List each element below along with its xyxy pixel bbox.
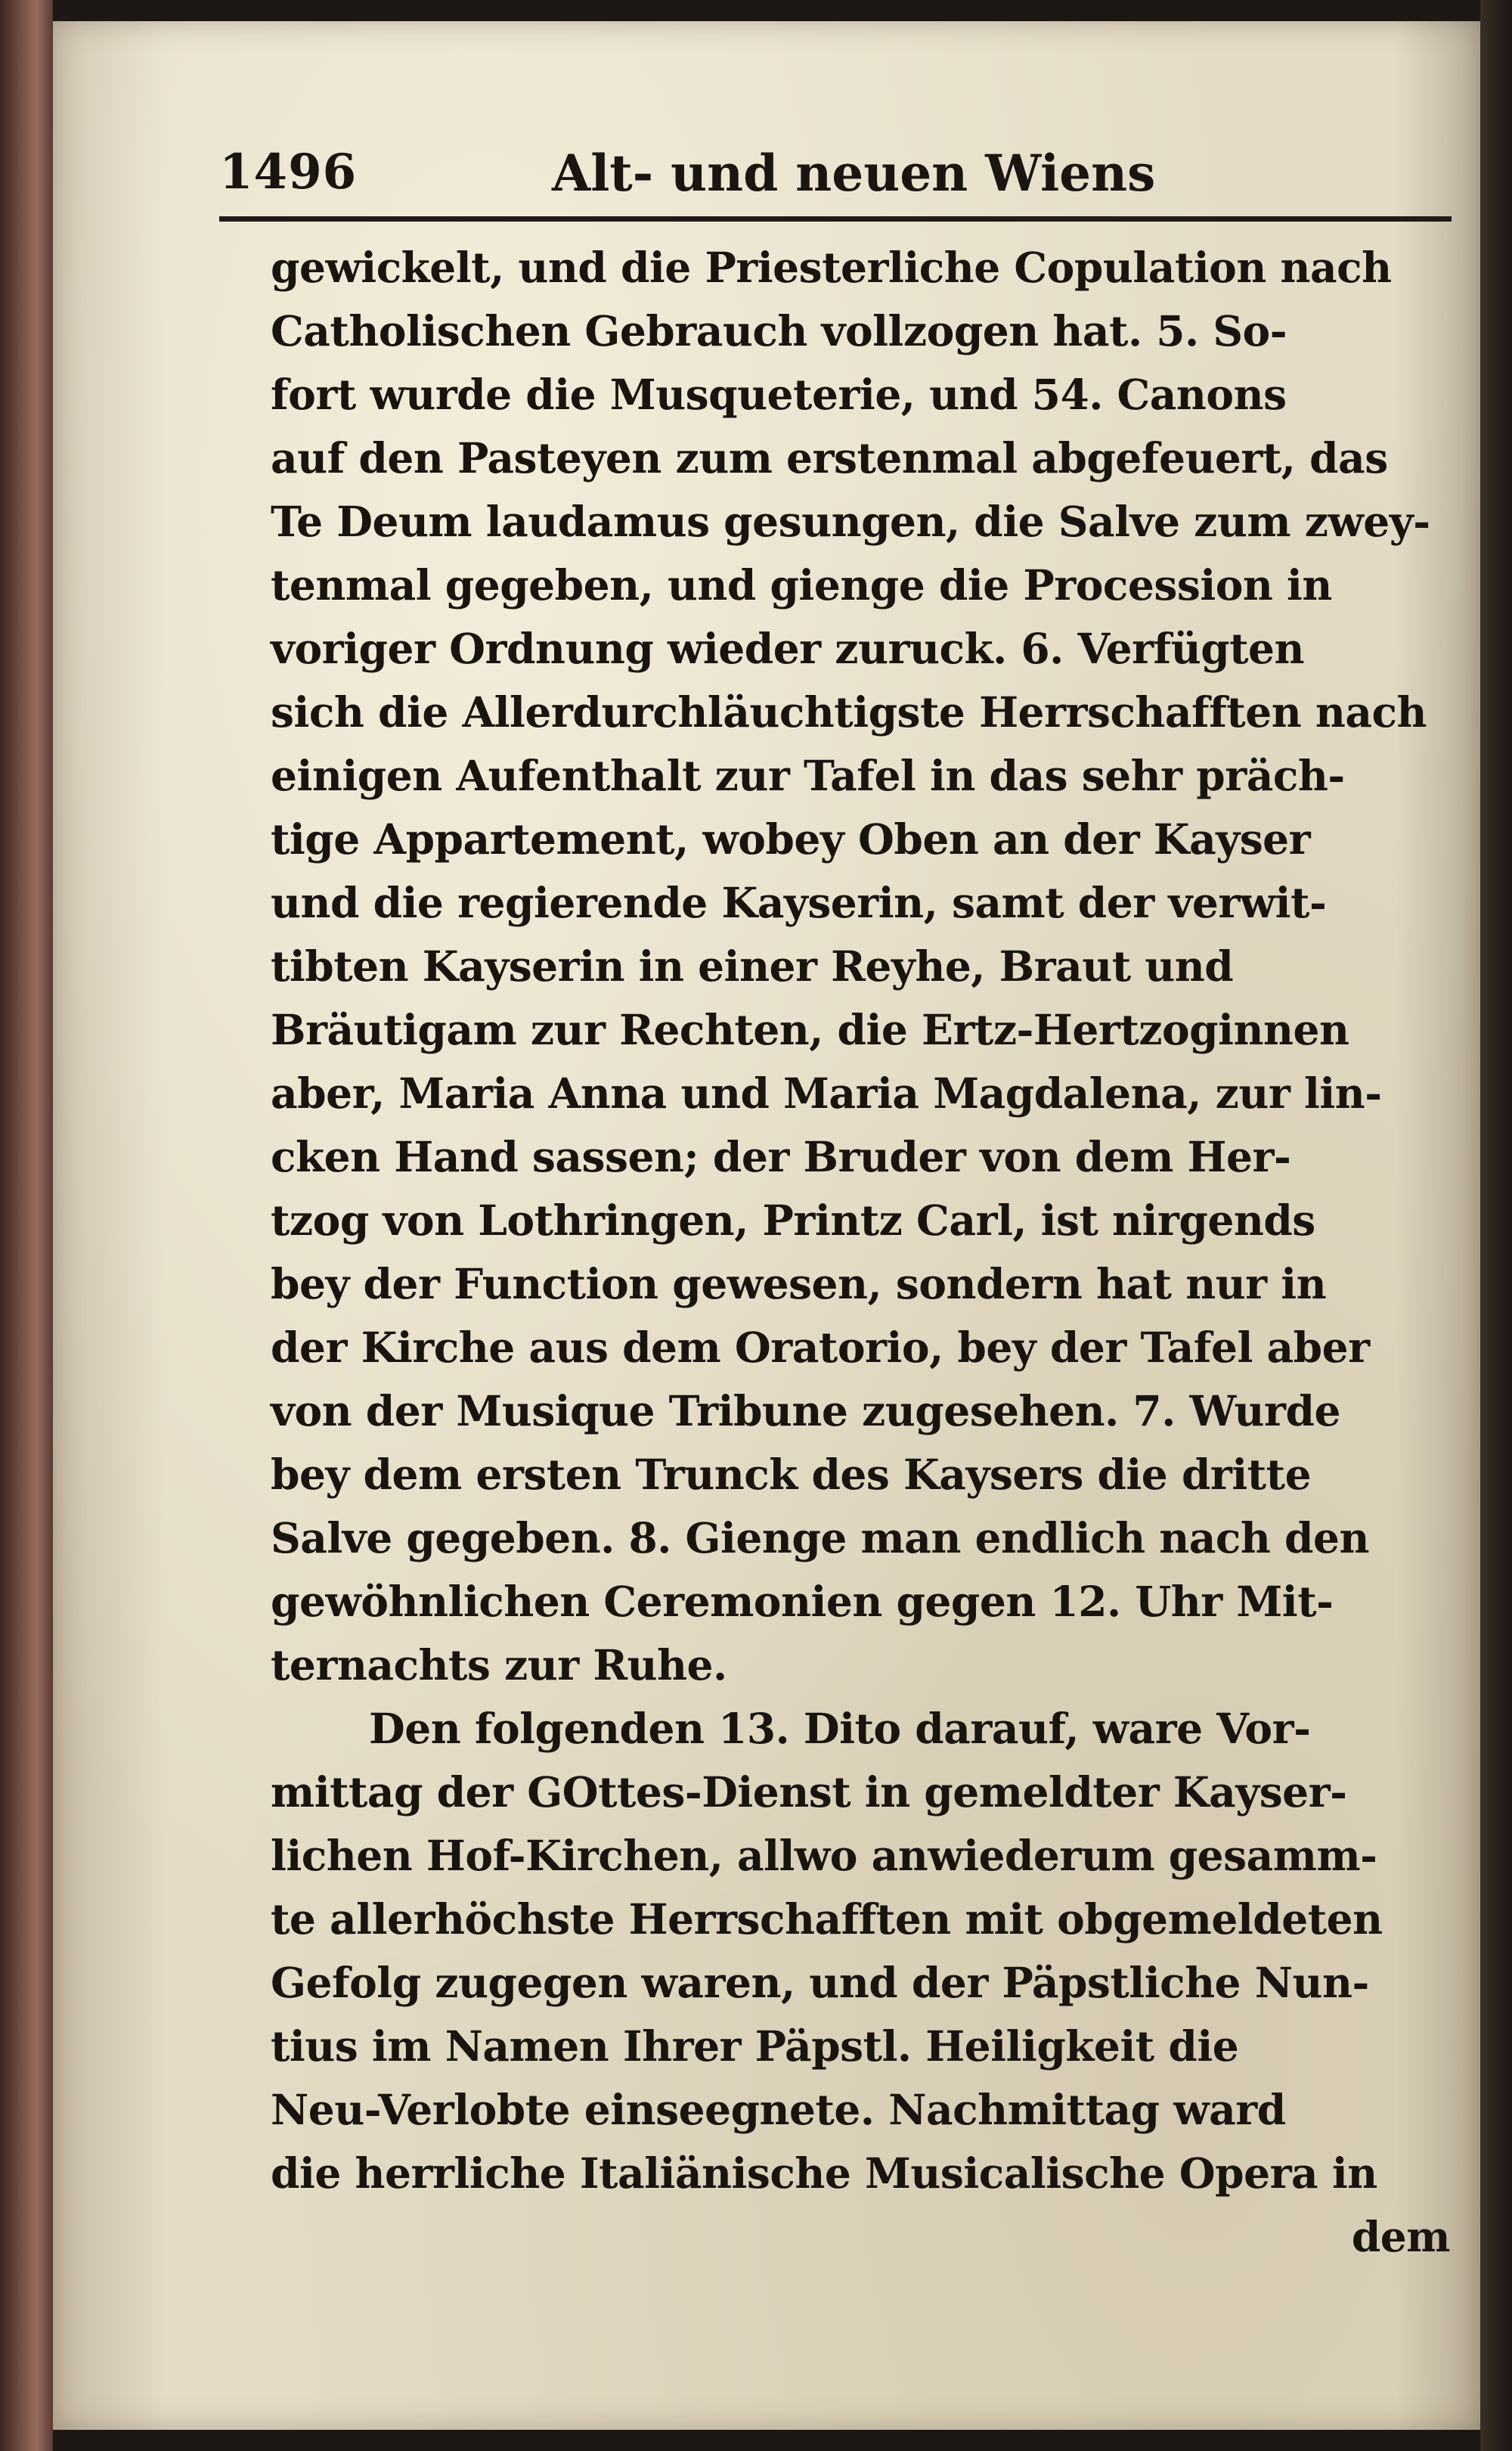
- text-line: Gefolg zugegen waren, und der Päpstliche Nun-: [271, 1958, 1369, 2007]
- page-header: [219, 144, 1467, 227]
- text-line: sich die Allerdurchläuchtigste Herrschafften nach: [271, 687, 1427, 737]
- text-line: tius im Namen Ihrer Päpstl. Heiligkeit die: [271, 2021, 1239, 2071]
- text-line: einigen Aufenthalt zur Tafel in das sehr präch-: [271, 751, 1345, 800]
- text-line: tenmal gegeben, und gienge die Procession in: [271, 560, 1332, 610]
- text-line: mittag der GOttes-Dienst in gemeldter Kayser-: [271, 1767, 1347, 1817]
- text-line: die herrliche Italiänische Musicalische Opera in: [271, 2149, 1377, 2198]
- text-line: von der Musique Tribune zugesehen. 7. Wurde: [271, 1386, 1340, 1435]
- book-edge-right: [1480, 0, 1512, 2451]
- text-line: auf den Pasteyen zum erstenmal abgefeuert, das: [271, 433, 1388, 482]
- text-line: Salve gegeben. 8. Gienge man endlich nach den: [271, 1513, 1369, 1562]
- text-line: cken Hand sassen; der Bruder von dem Her-: [271, 1132, 1291, 1181]
- page-number: 1496: [219, 144, 358, 200]
- text-line: bey dem ersten Trunck des Kaysers die dritte: [271, 1450, 1312, 1499]
- running-head: Alt- und neuen Wiens: [552, 144, 1156, 203]
- text-line: fort wurde die Musqueterie, und 54. Canons: [271, 370, 1287, 419]
- text-line: tige Appartement, wobey Oben an der Kayser: [271, 814, 1311, 864]
- text-line: Catholischen Gebrauch vollzogen hat. 5. So-: [271, 306, 1287, 355]
- text-line: bey der Function gewesen, sondern hat nur in: [271, 1259, 1327, 1308]
- text-line: tzog von Lothringen, Printz Carl, ist nirgends: [271, 1196, 1315, 1245]
- book-edge-left: [0, 0, 53, 2451]
- text-line: Te Deum laudamus gesungen, die Salve zum zwey-: [271, 497, 1430, 546]
- text-line: gewöhnlichen Ceremonien gegen 12. Uhr Mit-: [271, 1577, 1334, 1626]
- text-line: te allerhöchste Herrschafften mit obgemeldeten: [271, 1894, 1383, 1944]
- header-rule: [219, 216, 1452, 222]
- text-line: gewickelt, und die Priesterliche Copulation nach: [271, 243, 1392, 292]
- paragraph-start-line: Den folgenden 13. Dito darauf, ware Vor-: [369, 1704, 1311, 1753]
- catchword: dem: [1351, 2212, 1450, 2261]
- text-line: voriger Ordnung wieder zuruck. 6. Verfügten: [271, 624, 1305, 673]
- text-line: aber, Maria Anna und Maria Magdalena, zur lin-: [271, 1069, 1382, 1118]
- text-line: Neu-Verlobte einseegnete. Nachmittag ward: [271, 2085, 1286, 2134]
- text-line: und die regierende Kayserin, samt der verwit-: [271, 878, 1327, 927]
- text-line: der Kirche aus dem Oratorio, bey der Tafel aber: [271, 1323, 1370, 1372]
- text-line: Bräutigam zur Rechten, die Ertz-Hertzoginnen: [271, 1005, 1349, 1054]
- text-line: ternachts zur Ruhe.: [271, 1640, 727, 1689]
- body-text: [271, 236, 1465, 2269]
- text-line: lichen Hof-Kirchen, allwo anwiederum gesamm-: [271, 1831, 1377, 1880]
- text-line: tibten Kayserin in einer Reyhe, Braut und: [271, 942, 1234, 991]
